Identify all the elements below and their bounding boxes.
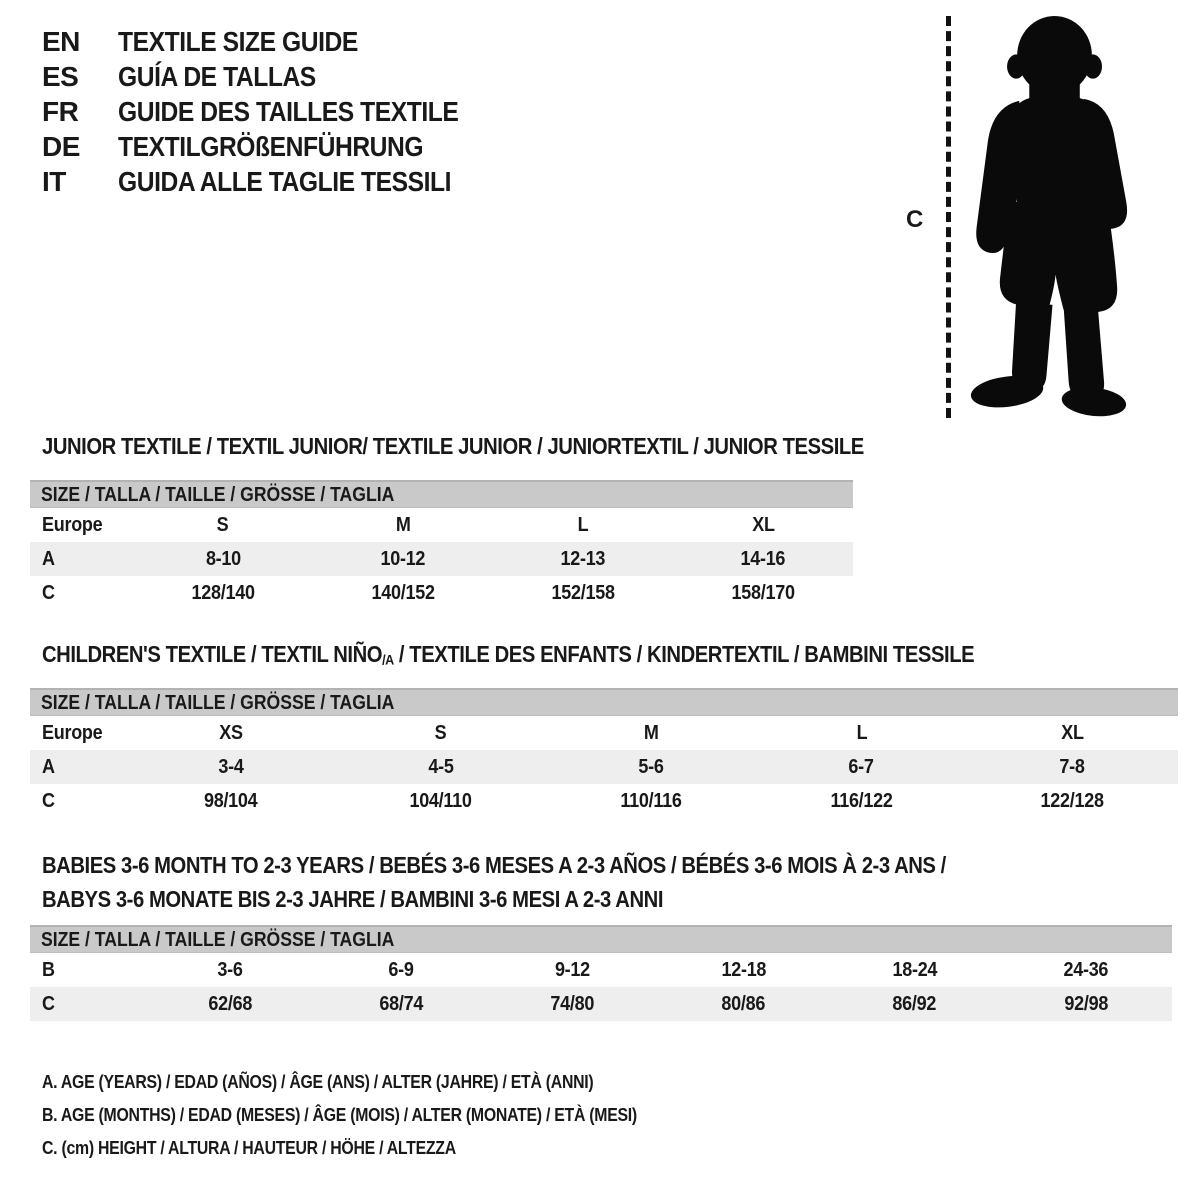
table-row-age-a (30, 750, 1178, 784)
value-cell: 18-24 (892, 958, 937, 981)
table-row-height-c (30, 987, 1172, 1021)
language-list (42, 24, 505, 199)
language-code: IT (42, 165, 66, 197)
language-label: GUÍA DE TALLAS (118, 60, 316, 92)
row-label-cell: Europe (42, 513, 103, 536)
value-cell: 24-36 (1063, 958, 1109, 981)
language-code: DE (42, 130, 80, 162)
legend-line-c: C. (cm) HEIGHT / ALTURA / HAUTEUR / HÖHE / ALTEZZA (42, 1138, 456, 1158)
babies-section-title (42, 848, 946, 916)
size-header-label: SIZE / TALLA / TAILLE / GRÖSSE / TAGLIA (41, 484, 395, 506)
language-label: TEXTILGRÖßENFÜHRUNG (118, 130, 424, 162)
language-code: EN (42, 25, 80, 57)
value-cell: 62/68 (145, 987, 316, 1021)
language-label: GUIDE DES TAILLES TEXTILE (118, 95, 459, 127)
language-code: FR (42, 95, 79, 127)
value-cell: L (856, 721, 867, 744)
value-cell: 68/74 (316, 987, 487, 1021)
junior-size-table (30, 480, 853, 610)
value-cell: 152/158 (551, 581, 615, 604)
value-cell: 6-9 (388, 958, 415, 981)
language-label: GUIDA ALLE TAGLIE TESSILI (118, 165, 452, 197)
value-cell: 92/98 (1000, 987, 1172, 1021)
value-cell: M (643, 721, 659, 744)
value-cell: 8-10 (133, 542, 313, 576)
children-size-table (30, 688, 1178, 818)
value-cell: 12-18 (721, 958, 766, 981)
babies-title-line1: BABIES 3-6 MONTH TO 2-3 YEARS / BEBÉS 3-6 MESES A 2-3 AÑOS / BÉBÉS 3-6 MOIS À 2-3 ANS / (42, 852, 946, 878)
language-row-fr (42, 94, 505, 129)
value-cell: 140/152 (371, 581, 435, 604)
value-cell: XS (219, 721, 243, 744)
value-cell: 3-6 (217, 958, 244, 981)
children-section-title: CHILDREN'S TEXTILE / TEXTIL NIÑO/A / TEXTILE DES ENFANTS / KINDERTEXTIL / BAMBINI TESSILE (42, 641, 975, 669)
value-cell: 4-5 (336, 750, 546, 784)
babies-size-table (30, 925, 1172, 1021)
table-row-age-a (30, 542, 853, 576)
value-cell: 98/104 (204, 789, 258, 812)
table-row-height-c (30, 784, 1178, 818)
value-cell: 7-8 (967, 750, 1178, 784)
value-cell: L (577, 513, 589, 536)
table-row-height-c (30, 576, 853, 610)
language-label: TEXTILE SIZE GUIDE (118, 25, 358, 57)
value-cell: 122/128 (1040, 789, 1105, 812)
size-header-label: SIZE / TALLA / TAILLE / GRÖSSE / TAGLIA (41, 929, 395, 951)
value-cell: 6-7 (756, 750, 967, 784)
value-cell: 86/92 (829, 987, 1000, 1021)
table-row-europe (30, 716, 1178, 750)
row-label-cell: A (30, 750, 126, 784)
row-label-cell: B (42, 958, 55, 981)
value-cell: M (395, 513, 411, 536)
language-code: ES (42, 60, 79, 92)
legend-line-a: A. AGE (YEARS) / EDAD (AÑOS) / ÂGE (ANS) / ALTER (JAHRE) / ETÀ (ANNI) (42, 1072, 594, 1092)
value-cell: S (217, 513, 229, 536)
value-cell: 10-12 (313, 542, 493, 576)
language-row-it (42, 164, 505, 199)
legend (42, 1066, 718, 1165)
row-label-cell: Europe (42, 721, 103, 744)
row-label-cell: C (42, 581, 55, 604)
babies-title-line2: BABYS 3-6 MONATE BIS 2-3 JAHRE / BAMBINI 3-6 MESI A 2-3 ANNI (42, 886, 664, 912)
size-header-label: SIZE / TALLA / TAILLE / GRÖSSE / TAGLIA (41, 692, 395, 714)
babies-table-header-band (30, 925, 1172, 953)
table-row-europe (30, 508, 853, 542)
value-cell: 12-13 (493, 542, 673, 576)
language-row-de (42, 129, 505, 164)
row-label-cell: C (42, 789, 55, 812)
value-cell: 74/80 (487, 987, 658, 1021)
value-cell: 110/116 (620, 789, 682, 812)
junior-section-title: JUNIOR TEXTILE / TEXTIL JUNIOR/ TEXTILE JUNIOR / JUNIORTEXTIL / JUNIOR TESSILE (42, 433, 864, 459)
value-cell: 104/110 (409, 789, 473, 812)
value-cell: XL (751, 513, 775, 536)
value-cell: 3-4 (126, 750, 336, 784)
row-label-cell: A (30, 542, 133, 576)
junior-table-header-band (30, 480, 853, 508)
language-row-es (42, 59, 505, 94)
table-row-months-b (30, 953, 1172, 987)
value-cell: XL (1061, 721, 1084, 744)
height-measure-label: C (906, 206, 924, 233)
value-cell: S (435, 721, 447, 744)
value-cell: 116/122 (830, 789, 893, 812)
legend-line-b: B. AGE (MONTHS) / EDAD (MESES) / ÂGE (MOIS) / ALTER (MONATE) / ETÀ (MESI) (42, 1105, 637, 1125)
baby-silhouette (962, 14, 1140, 418)
value-cell: 128/140 (191, 581, 255, 604)
value-cell: 158/170 (731, 581, 795, 604)
height-dashed-line (946, 16, 951, 418)
value-cell: 9-12 (555, 958, 590, 981)
value-cell: 14-16 (673, 542, 853, 576)
value-cell: 80/86 (658, 987, 829, 1021)
title-subscript: /A (382, 652, 394, 669)
value-cell: 5-6 (546, 750, 756, 784)
children-table-header-band (30, 688, 1178, 716)
language-row-en (42, 24, 505, 59)
row-label-cell: C (30, 987, 145, 1021)
